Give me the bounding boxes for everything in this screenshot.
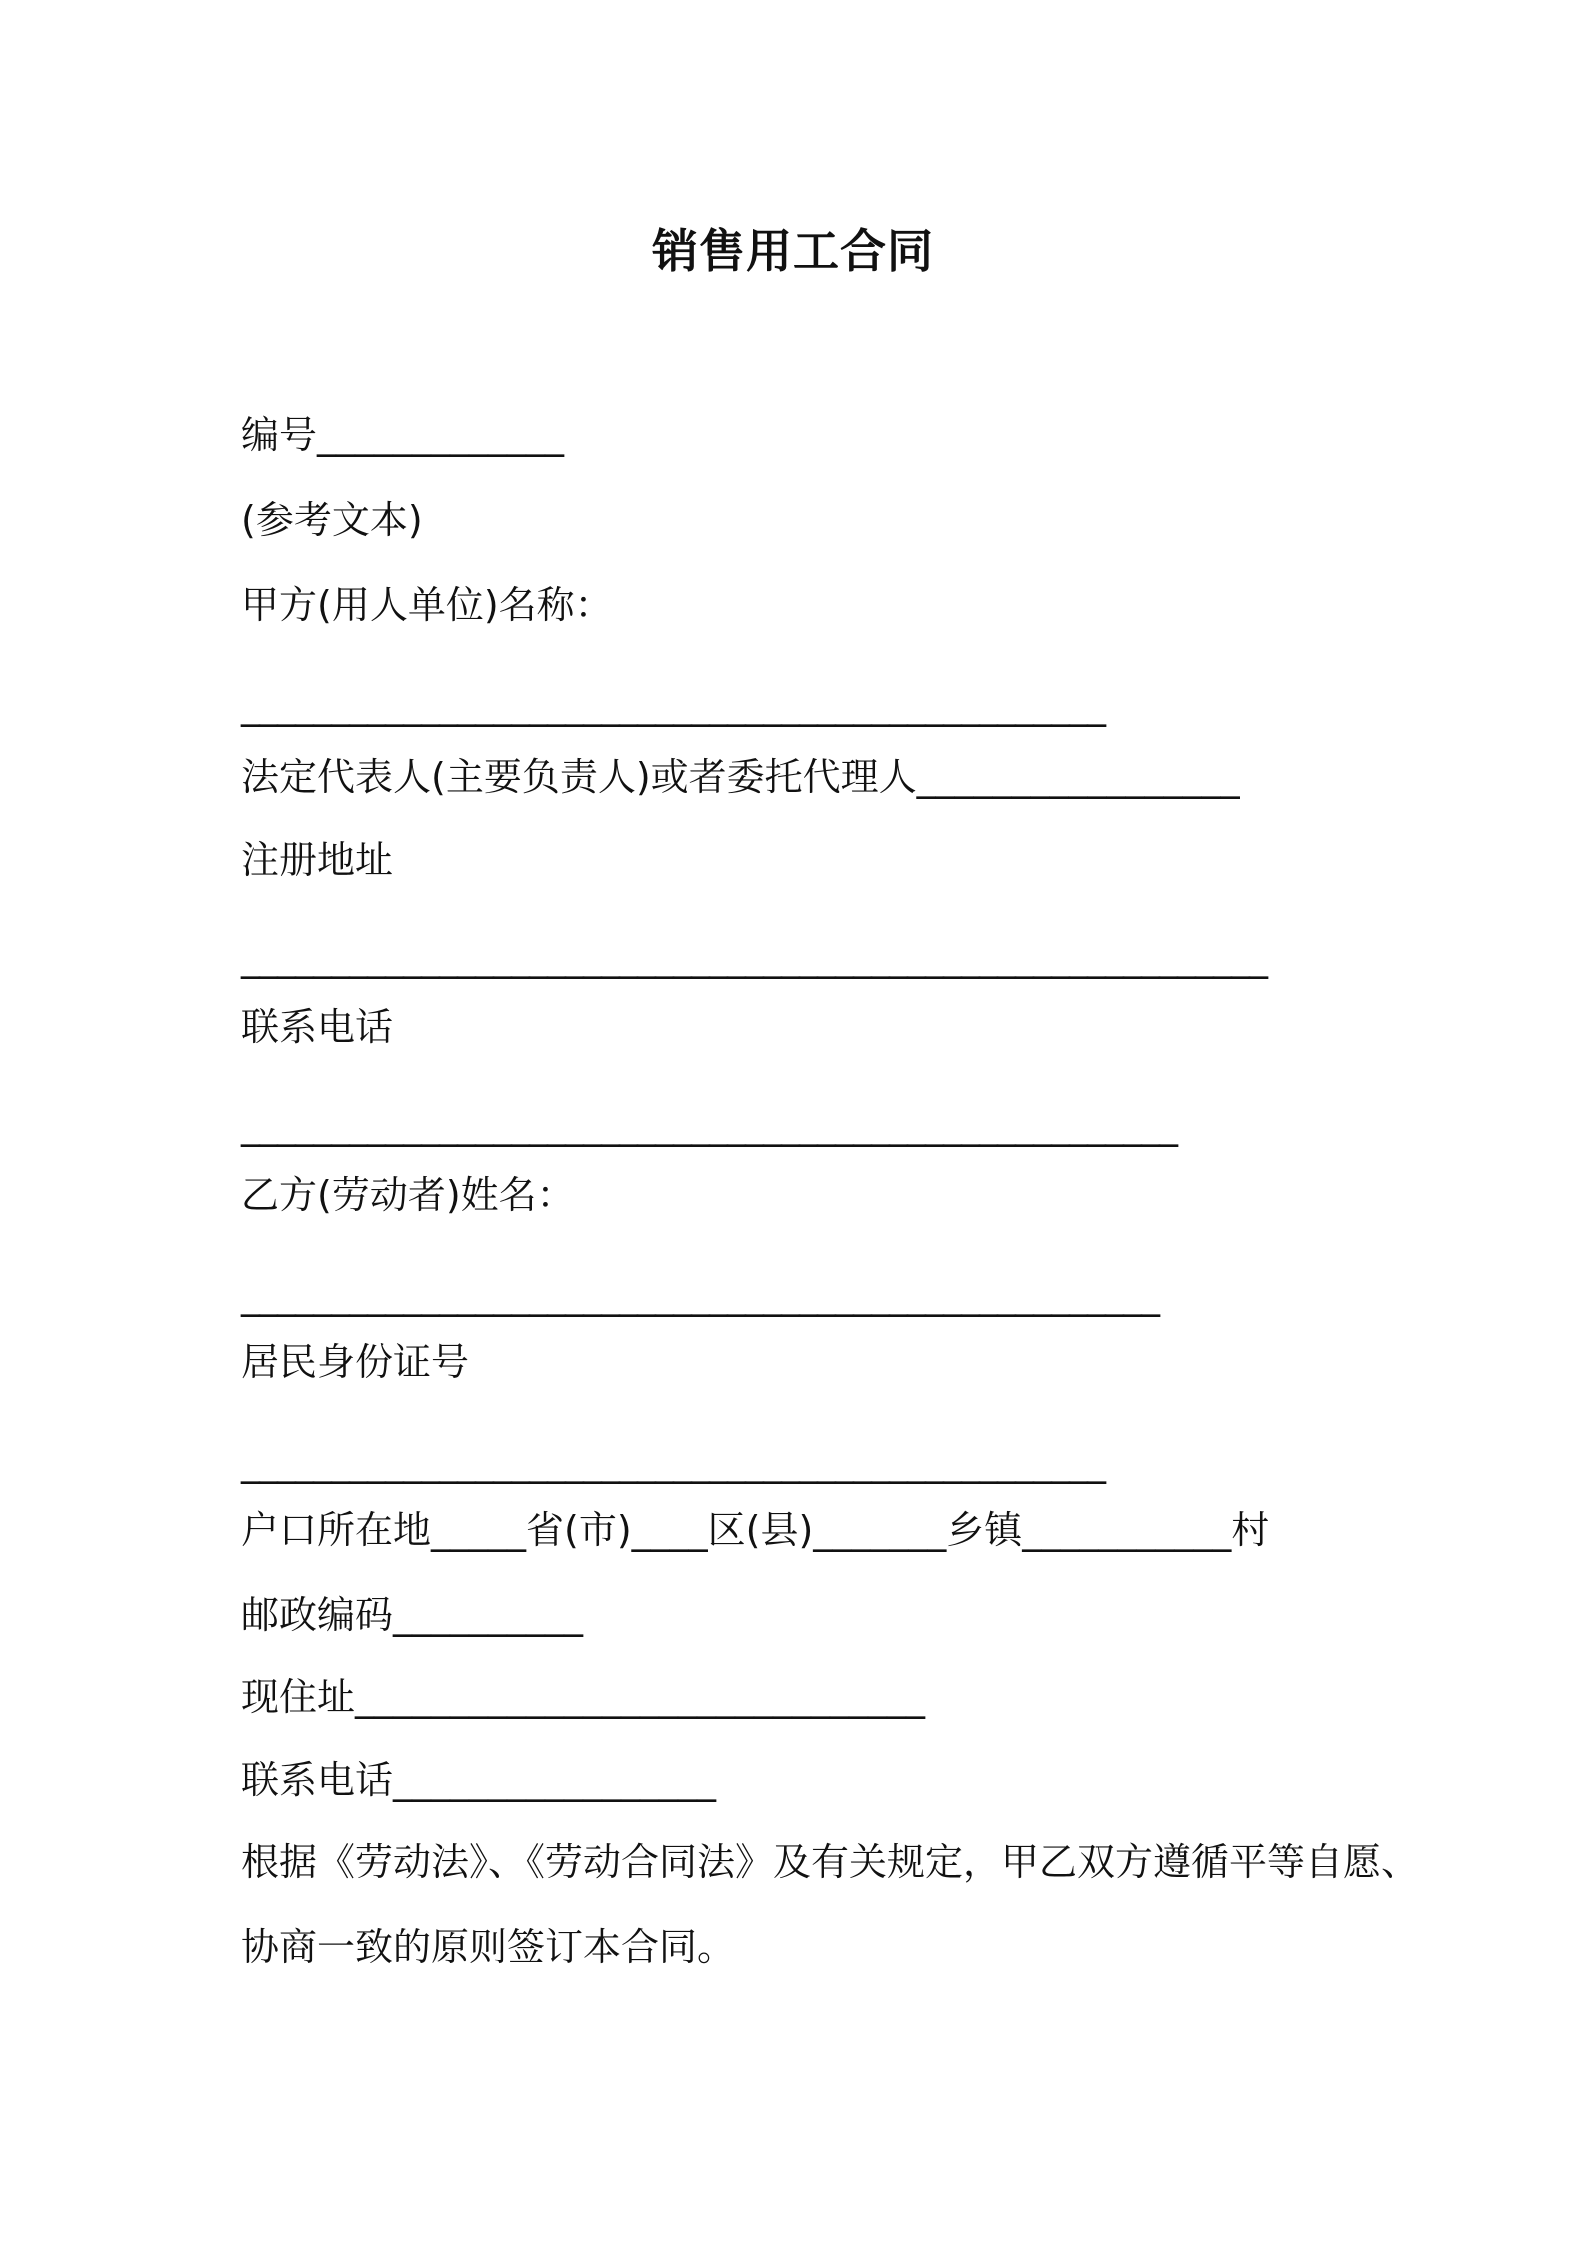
party-a-phone-label: 联系电话 (241, 1005, 394, 1049)
reference-text-note: (参考文本) (241, 498, 423, 542)
postal-code-line: 邮政编码__________ (241, 1593, 584, 1637)
contract-number-line: 编号_____________ (241, 413, 565, 457)
party-a-name-label: 甲方(用人单位)名称： (241, 583, 613, 627)
household-registration-line: 户口所在地_____省(市)____区(县)_______乡镇___________村 (241, 1508, 1270, 1552)
preamble-line-1: 根据《劳动法》、《劳动合同法》及有关规定，甲乙双方遵循平等自愿、 (241, 1840, 1420, 1884)
preamble-line-2: 协商一致的原则签订本合同。 (241, 1925, 736, 1969)
legal-representative-line: 法定代表人(主要负责人)或者委托代理人_________________ (241, 755, 1240, 799)
party-b-phone-line: 联系电话_________________ (241, 1758, 717, 1802)
document-title: 销售用工合同 (652, 224, 934, 278)
party-b-name-label: 乙方(劳动者)姓名： (241, 1173, 575, 1217)
current-address-line: 现住址______________________________ (241, 1675, 926, 1719)
id-number-blank: ________________________________________________ (241, 1440, 1105, 1484)
party-a-name-blank: ________________________________________________ (241, 683, 1105, 727)
registered-address-label: 注册地址 (241, 838, 394, 882)
party-b-name-blank: ___________________________________________________ (241, 1273, 1159, 1317)
id-number-label: 居民身份证号 (241, 1340, 470, 1384)
party-a-phone-blank: ____________________________________________________ (241, 1103, 1177, 1147)
registered-address-blank: _________________________________________________________ (241, 935, 1267, 979)
